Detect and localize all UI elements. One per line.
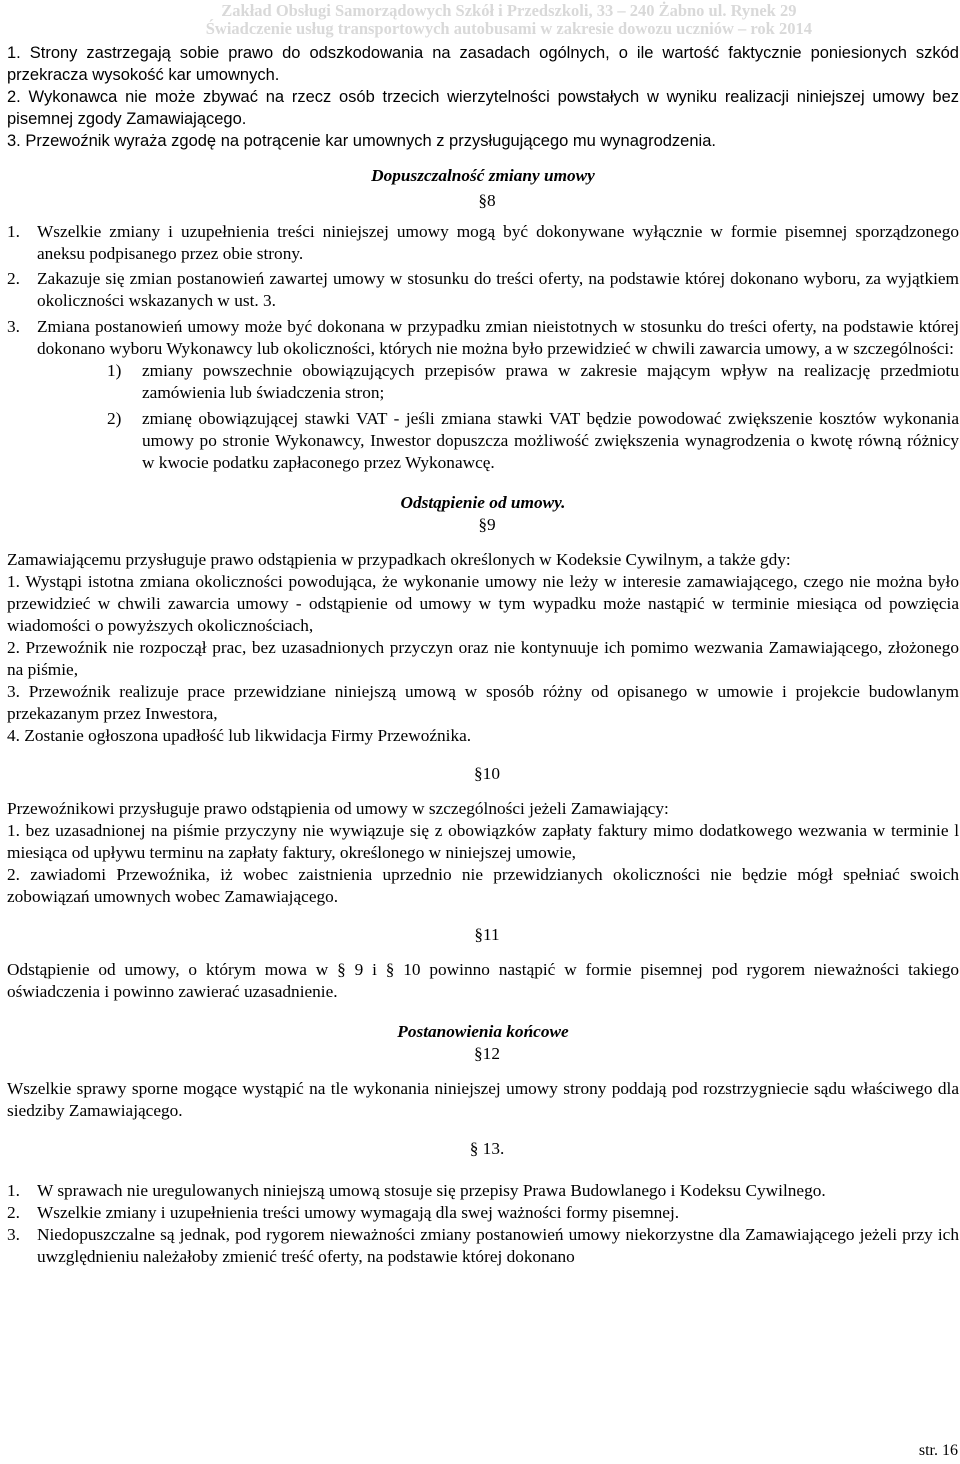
page-number: str. 16 <box>918 1442 958 1459</box>
intro-list <box>7 42 959 152</box>
clause: 3. Przewoźnik realizuje prace przewidziane niniejszą umową w sposób różny od opisanego w umowie i projekcie budowlanym przekazanym przez Inwestora, <box>7 682 959 723</box>
clause: 2. Wszelkie zmiany i uzupełnienia treści umowy wymagają dla swej ważności formy pisemnej. <box>7 1203 680 1222</box>
section-number: §10 <box>474 764 500 783</box>
clause: Wszelkie sprawy sporne mogące wystąpić na tle wykonania niniejszej umowy strony poddają pod rozstrzygniecie sądu właściwego dla siedziby Zamawiającego. <box>7 1079 959 1120</box>
section-heading: Odstąpienie od umowy. <box>400 493 566 512</box>
clause: 1. Wszelkie zmiany i uzupełnienia treści niniejszej umowy mogą być dokonywane wyłącznie w formie pisemnej sporządzonego aneksu podpisanego przez obie strony. <box>7 222 959 263</box>
intro-item: 3. Przewoźnik wyraża zgodę na potrącenie kar umownych z przysługującego mu wynagrodzenia. <box>7 132 716 150</box>
section-number: §9 <box>478 515 496 534</box>
section-heading: Dopuszczalność zmiany umowy <box>371 166 595 185</box>
clause: 4. Zostanie ogłoszona upadłość lub likwidacja Firmy Przewoźnika. <box>7 726 472 745</box>
document-body <box>7 42 959 1268</box>
header-line-2: Świadczenie usług transportowych autobusami w zakresie dowozu uczniów – rok 2014 <box>205 19 812 38</box>
clause: 3. Zmiana postanowień umowy może być dokonana w przypadku zmian nieistotnych w stosunku do treści oferty, na podstawie której dokonano wyboru Wykonawcy lub okoliczności, których nie można było przewidzieć w chwili zawarcia umowy, a w szczególności: <box>7 317 959 358</box>
section-number: §8 <box>478 191 496 210</box>
section-intro: Zamawiającemu przysługuje prawo odstąpienia w przypadkach określonych w Kodeksie Cywilnym, a także gdy: <box>7 550 791 569</box>
intro-item: 2. Wykonawca nie może zbywać na rzecz osób trzecich wierzytelności powstałych w wyniku realizacji niniejszej umowy bez pisemnej zgody Zamawiającego. <box>7 88 959 128</box>
clause: 1. Wystąpi istotna zmiana okoliczności powodująca, że wykonanie umowy nie leży w interesie zamawiającego, czego nie można było przewidzieć w chwili zawarcia umowy - odstąpienie od umowy w tym wypadku może nastąpić w terminie miesiąca od powzięcia wiadomości o powyższych okolicznościach, <box>7 572 959 635</box>
header-line-1: Zakład Obsługi Samorządowych Szkół i Przedszkoli, 33 – 240 Żabno ul. Rynek 29 <box>221 1 797 20</box>
clause: 2. Zakazuje się zmian postanowień zawartej umowy w stosunku do treści oferty, na podstawie której dokonano wyboru, za wyjątkiem okoliczności wskazanych w ust. 3. <box>7 269 959 310</box>
section-number: §12 <box>474 1044 500 1063</box>
section-number: § 13. <box>469 1139 505 1158</box>
clause: 1. W sprawach nie uregulowanych niniejszą umową stosuje się przepisy Prawa Budowlanego i Kodeksu Cywilnego. <box>7 1181 826 1200</box>
clause: 2. zawiadomi Przewoźnika, iż wobec zaistnienia uprzednio nie przewidzianych okoliczności nie będzie mógł spełniać swoich zobowiązań umownych wobec Zamawiającego. <box>7 865 959 906</box>
clause: 1. bez uzasadnionej na piśmie przyczyny nie wywiązuje się z obowiązków zapłaty faktury mimo dodatkowego wezwania w terminie l miesiąca od upływu terminu na zapłaty faktury, określonego w niniejszej umowie, <box>7 821 959 862</box>
intro-item: 1. Strony zastrzegają sobie prawo do odszkodowania na zasadach ogólnych, o ile wartość faktycznie poniesionych szkód przekracza wysokość kar umownych. <box>7 44 959 84</box>
section-heading: Postanowienia końcowe <box>397 1022 569 1041</box>
section-intro: Przewoźnikowi przysługuje prawo odstąpienia od umowy w szczególności jeżeli Zamawiający: <box>7 799 669 818</box>
page-header <box>206 2 812 38</box>
section-number: §11 <box>474 925 500 944</box>
clause: Odstąpienie od umowy, o którym mowa w § 9 i § 10 powinno nastąpić w formie pisemnej pod rygorem nieważności takiego oświadczenia i powinno zawierać uzasadnienie. <box>7 960 959 1001</box>
clause: 2. Przewoźnik nie rozpoczął prac, bez uzasadnionych przyczyn oraz nie kontynuuje ich pomimo wezwania Zamawiającego, złożonego na piśmie, <box>7 638 959 679</box>
sub-clause: 1) zmiany powszechnie obowiązujących przepisów prawa w zakresie mającym wpływ na realizację przedmiotu zamówienia lub świadczenia stron; <box>107 361 959 402</box>
clause: 3. Niedopuszczalne są jednak, pod rygorem nieważności zmiany postanowień umowy niekorzystne dla Zamawiającego jeżeli przy ich uwzględnieniu należałoby zmienić treść oferty, na podstawie której dokonano <box>7 1225 959 1266</box>
sub-clause: 2) zmianę obowiązującej stawki VAT - jeśli zmiana stawki VAT będzie powodować zwiększenie kosztów wykonania umowy po stronie Wykonawcy, Inwestor dopuszcza możliwość zwiększenia wynagrodzenia o kwotę równą różnicy w kwocie podatku zapłaconego przez Wykonawcę. <box>107 409 959 472</box>
